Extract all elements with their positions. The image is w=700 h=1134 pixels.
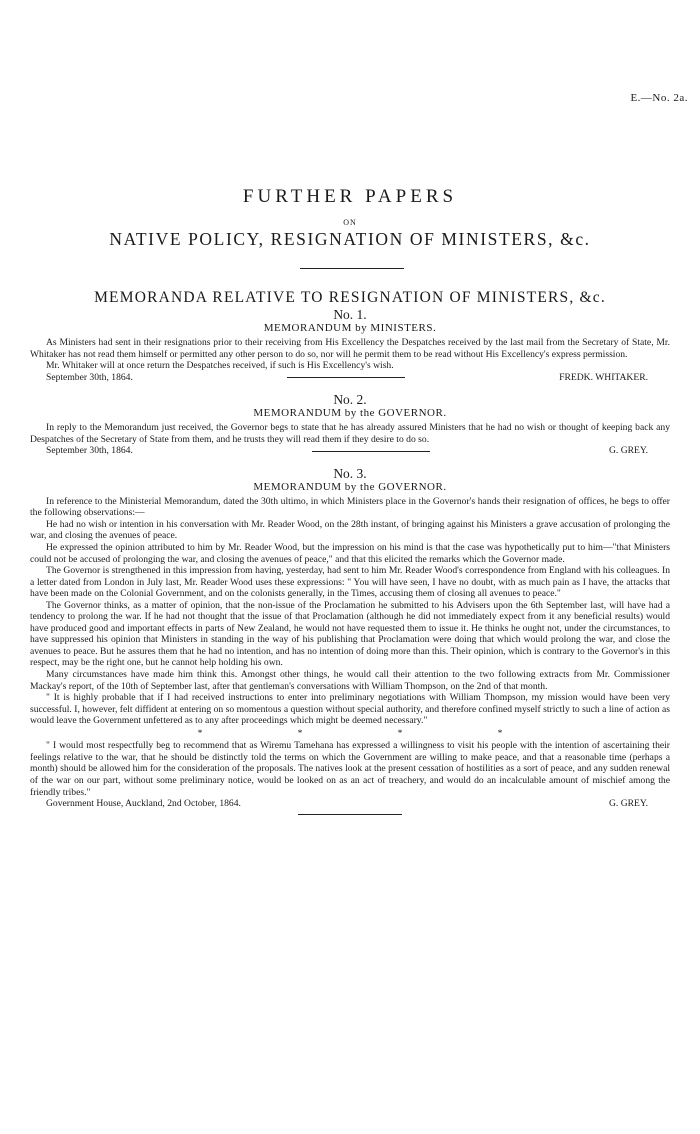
memo-3-date: Government House, Auckland, 2nd October, 1864. (46, 798, 241, 810)
memo-3-paragraph: The Governor thinks, as a matter of opinion, that the non-issue of the Proclamation he submitted to his Advisers upon the 6th September last, will have had a tendency to prolong the war. If he had not thought that the issue of that Proclamation (although he did not immediately expect from it any beneficial results) would have produced good and important effects in parts of New Zealand, he would not have requested them to issue it. He thinks he ought not, under the circumstances, to have suppressed his opinion that Ministers in standing in the way of his publishing that Proclamation were doing that which would prolong the war, and close the avenues to peace. But he assures them that he had no intention, and has no intention of doing more than this. Their opinion, which is contrary to the Governor's in this respect, may be the right one, but he cannot help holding his own. (30, 599, 670, 669)
memo-3-quote: " I would most respectfully beg to recommend that as Wiremu Tamehana has expressed a willingness to visit his people with the intention of ascertaining their feelings relative to the war, that he should be distinctly told the terms on which the Government are willing to make peace, and that a reasonable time (perhaps a month) should be allowed him for the consideration of the proposals. The natives look at the present cessation of hostilities as a sort of peace, and any sudden renewal of the war on our part, without some preliminary notice, would be looked on as an act of treachery, and would do an incalculable amount of mischief among the friendly tribes." (30, 740, 670, 798)
star-mark: * (297, 727, 303, 739)
memo-2-signature-line (30, 445, 670, 457)
section-break-stars (30, 728, 670, 740)
title-line-2: NATIVE POLICY, RESIGNATION OF MINISTERS, &c. (109, 229, 591, 249)
memo-1-divider (287, 377, 405, 378)
star-mark: * (197, 727, 203, 739)
title-divider (300, 268, 404, 269)
memo-2-number: No. 2. (333, 392, 367, 408)
memo-1-paragraph: Mr. Whitaker will at once return the Despatches received, if such is His Excellency's wish. (46, 360, 394, 372)
memo-1-signature: FREDK. WHITAKER. (559, 371, 648, 383)
memo-3-signature-line (30, 798, 670, 810)
memo-3-paragraph: He expressed the opinion attributed to him by Mr. Reader Wood, but the impression on his mind is that the case was hypothetically put to him—"that Ministers could not be accused of prolonging the war, and closing the avenues of peace," and that this elicited the remarks which the Governor made. (30, 542, 670, 565)
memo-3-paragraph: In reference to the Ministerial Memorandum, dated the 30th ultimo, in which Ministers place in the Governor's hands their resignation of offices, he begs to offer the following observations:— (30, 495, 670, 519)
memo-1-heading: MEMORANDUM by MINISTERS. (263, 322, 437, 334)
memo-2-date: September 30th, 1864. (46, 445, 133, 457)
memo-3-number: No. 3. (333, 465, 367, 481)
memo-2-divider (312, 451, 430, 452)
memo-2-signature: G. GREY. (608, 445, 648, 457)
memo-1-signature-line (30, 372, 670, 384)
star-mark: * (497, 727, 503, 739)
document-reference: E.—No. 2a. (630, 92, 688, 104)
memo-3-paragraph: He had no wish or intention in his conversation with Mr. Reader Wood, on the 28th instant, of bringing against his Ministers a grave accusation of prolonging the war, and closing the avenues of peace. (30, 518, 670, 542)
title-line-1: FURTHER PAPERS (242, 186, 458, 207)
memo-3-paragraph: The Governor is strengthened in this impression from having, yesterday, had sent to him Mr. Reader Wood's correspondence from England with his colleagues. In a letter dated from London in July last, Mr. Reader Wood uses these expressions: " You will have seen, I have no doubt, with as much pain as I have, the attacks that have been made on the Colonial Government, and on the colonists generally, in the Times, accusing them of closing all avenues to peace." (30, 565, 670, 600)
memo-3-signature: G. GREY. (608, 798, 648, 810)
memo-2-heading: MEMORANDUM by the GOVERNOR. (253, 407, 447, 420)
memo-1-number: No. 1. (333, 307, 367, 322)
memo-3-quote: " It is highly probable that if I had received instructions to enter into preliminary negotiations with William Thompson, my mission would have been very successful. I, however, felt diffident at entering on so momentous a question without special authority, and therefore confined myself strictly to such a line of action as would leave the Government unfettered as to any after proceedings which might be deemed necessary." (30, 692, 670, 727)
closing-divider (298, 814, 402, 815)
section-heading: MEMORANDA RELATIVE TO RESIGNATION OF MINISTERS, &c. (94, 289, 606, 306)
document-body (30, 305, 670, 815)
memo-1-paragraph: As Ministers had sent in their resignations prior to their receiving from His Excellency the Despatches received by the last mail from the Secretary of State, Mr. Whitaker has not read them himself or permitted any other person to do so, nor will he permit them to be read without His Excellency's express permission. (30, 337, 670, 360)
memo-1-date: September 30th, 1864. (46, 371, 133, 383)
memo-3-heading: MEMORANDUM by the GOVERNOR. (253, 480, 447, 493)
star-mark: * (397, 727, 403, 739)
memo-3-paragraph: Many circumstances have made him think this. Amongst other things, he would call their attention to the two following extracts from Mr. Commissioner Mackay's report, of the 10th of September last, after that gentleman's conversations with William Thompson, on the 2nd of that month. (30, 669, 670, 692)
memo-2-paragraph: In reply to the Memorandum just received, the Governor begs to state that he has already assured Ministers that he had no wish or thought of keeping back any Despatches of the Secretary of State from them, and he trusts they will read them if they desire to do so. (30, 422, 670, 445)
title-on: ON (343, 218, 357, 227)
